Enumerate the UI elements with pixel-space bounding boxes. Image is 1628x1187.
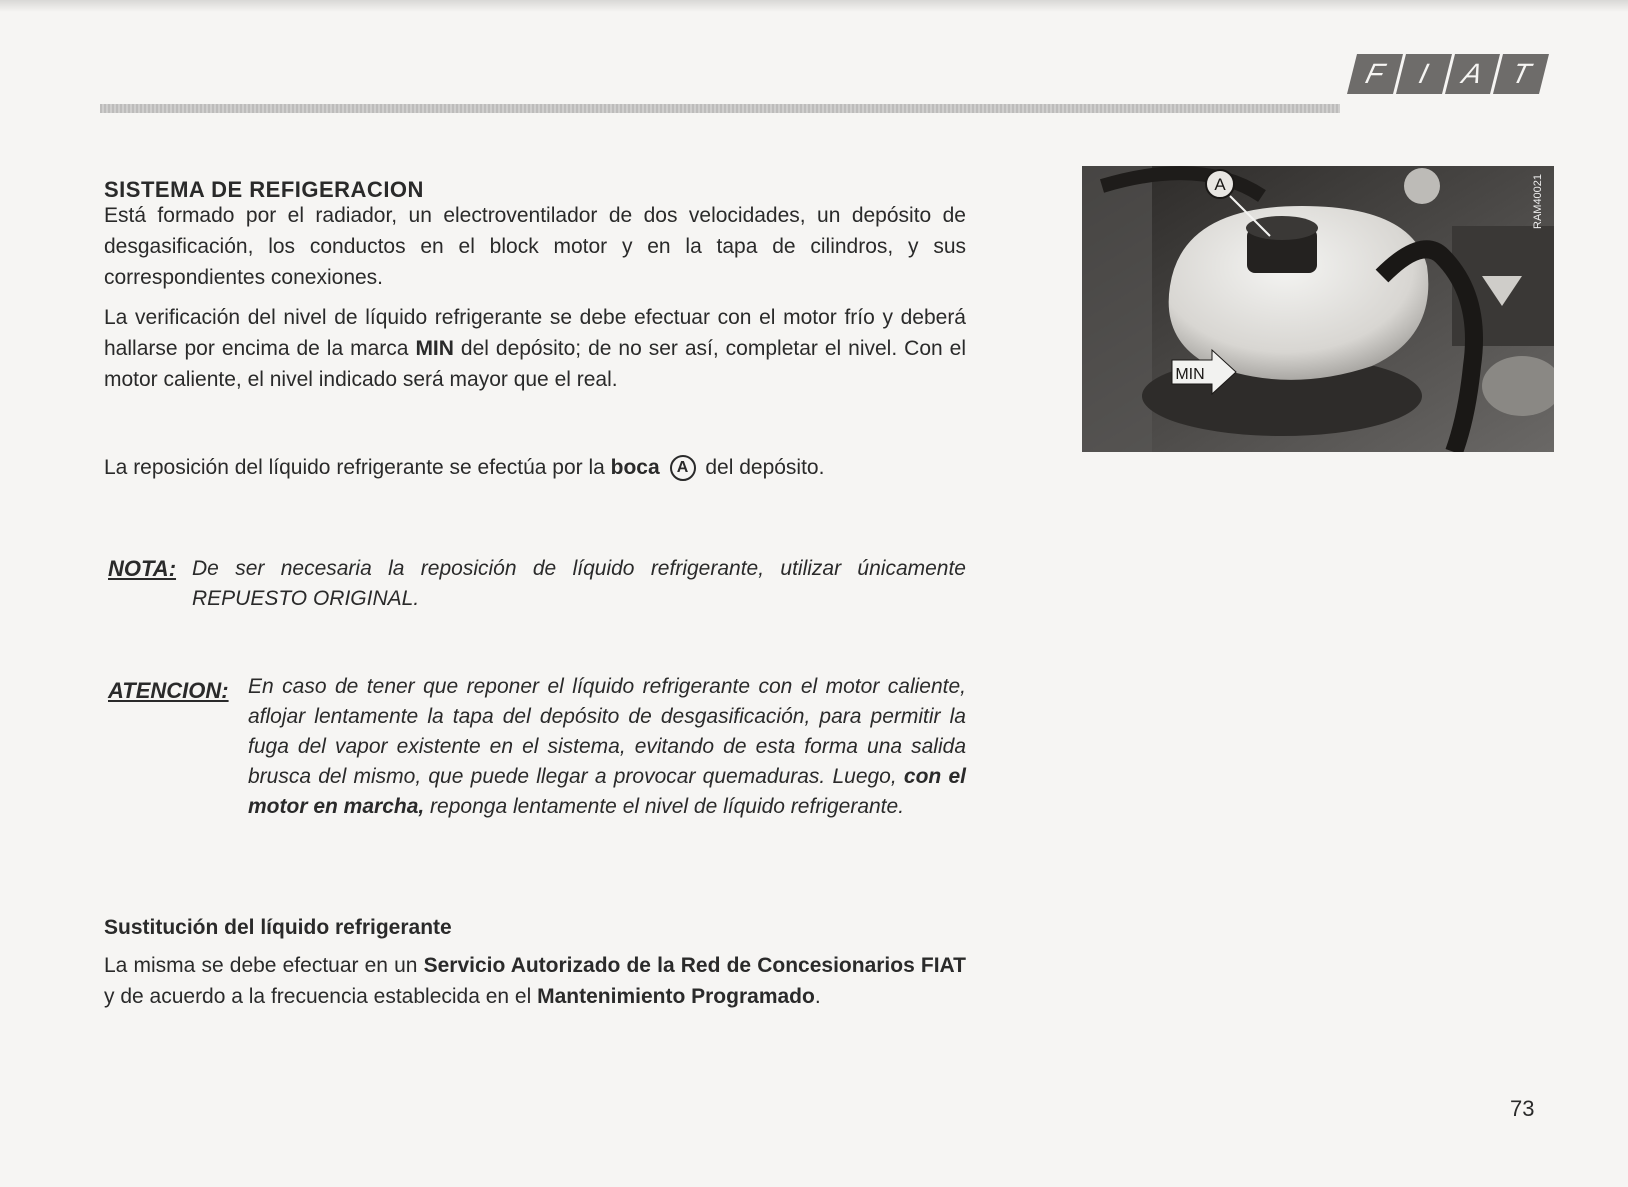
logo-letter: I — [1396, 54, 1452, 94]
section-title: SISTEMA DE REFIGERACION — [104, 177, 424, 202]
photo-label-min: MIN — [1175, 366, 1205, 383]
coolant-tank-photo — [1082, 166, 1554, 452]
text-segment: La reposición del líquido refrigerante se efectúa por la — [104, 456, 611, 479]
logo-letter: A — [1445, 54, 1501, 94]
text-segment: reponga lentamente el nivel de líquido refrigerante. — [424, 795, 905, 818]
photo-label-a: A — [1214, 175, 1226, 194]
photo-code: RAM40021 — [1532, 173, 1544, 229]
marker-a-icon: A — [670, 455, 696, 481]
subsection-title: Sustitución del líquido refrigerante — [104, 916, 452, 939]
text-segment: En caso de tener que reponer el líquido refrigerante con el motor caliente, aflojar lentamente la tapa del depósito de desgasificación, para permitir la fuga del vapor existente en el sistema, evitando de esta forma una salida brusca del mismo, que puede llegar a provocar quemaduras. Luego, — [248, 675, 966, 788]
nota-text: De ser necesaria la reposición de líquido refrigerante, utilizar únicamente REPUESTO ORIGINAL. — [192, 557, 966, 610]
text-segment: La misma se debe efectuar en un — [104, 954, 424, 977]
logo-letter: F — [1347, 54, 1403, 94]
nota-label: NOTA: — [108, 556, 177, 581]
fiat-logo — [1347, 54, 1549, 94]
atencion-label: ATENCION: — [108, 678, 229, 703]
bold-segment: Mantenimiento Programado — [537, 985, 815, 1008]
header-rule — [100, 104, 1340, 113]
min-mark-text: MIN — [415, 337, 454, 360]
atencion-text — [248, 672, 966, 822]
page-number: 73 — [1510, 1096, 1535, 1121]
text-segment: del depósito; de no ser así, completar el nivel. Con el motor caliente, el nivel indicado será mayor que el real. — [104, 337, 966, 391]
text-segment: La verificación del nivel de líquido refrigerante se debe efectuar con el motor frío y deberá hallarse por encima de la marca — [104, 306, 966, 360]
page-edge — [0, 0, 1628, 12]
text-segment: y de acuerdo a la frecuencia establecida en el — [104, 985, 538, 1008]
paragraph-replacement — [104, 950, 966, 1012]
text-segment: del depósito. — [699, 456, 825, 479]
boca-text: boca — [610, 456, 660, 479]
paragraph-verification — [104, 302, 966, 395]
logo-letter: T — [1493, 54, 1549, 94]
paragraph-description: Está formado por el radiador, un electroventilador de dos velocidades, un depósito de desgasificación, los conductos en el block motor y en la tapa de cilindros, y sus correspondientes conexiones. — [104, 204, 966, 289]
text-segment: . — [814, 985, 821, 1008]
bold-segment: con el motor en marcha, — [248, 765, 966, 818]
photo-illustration — [1082, 166, 1554, 452]
paragraph-refill — [104, 452, 966, 483]
bold-segment: Servicio Autorizado de la Red de Concesionarios FIAT — [423, 954, 966, 977]
